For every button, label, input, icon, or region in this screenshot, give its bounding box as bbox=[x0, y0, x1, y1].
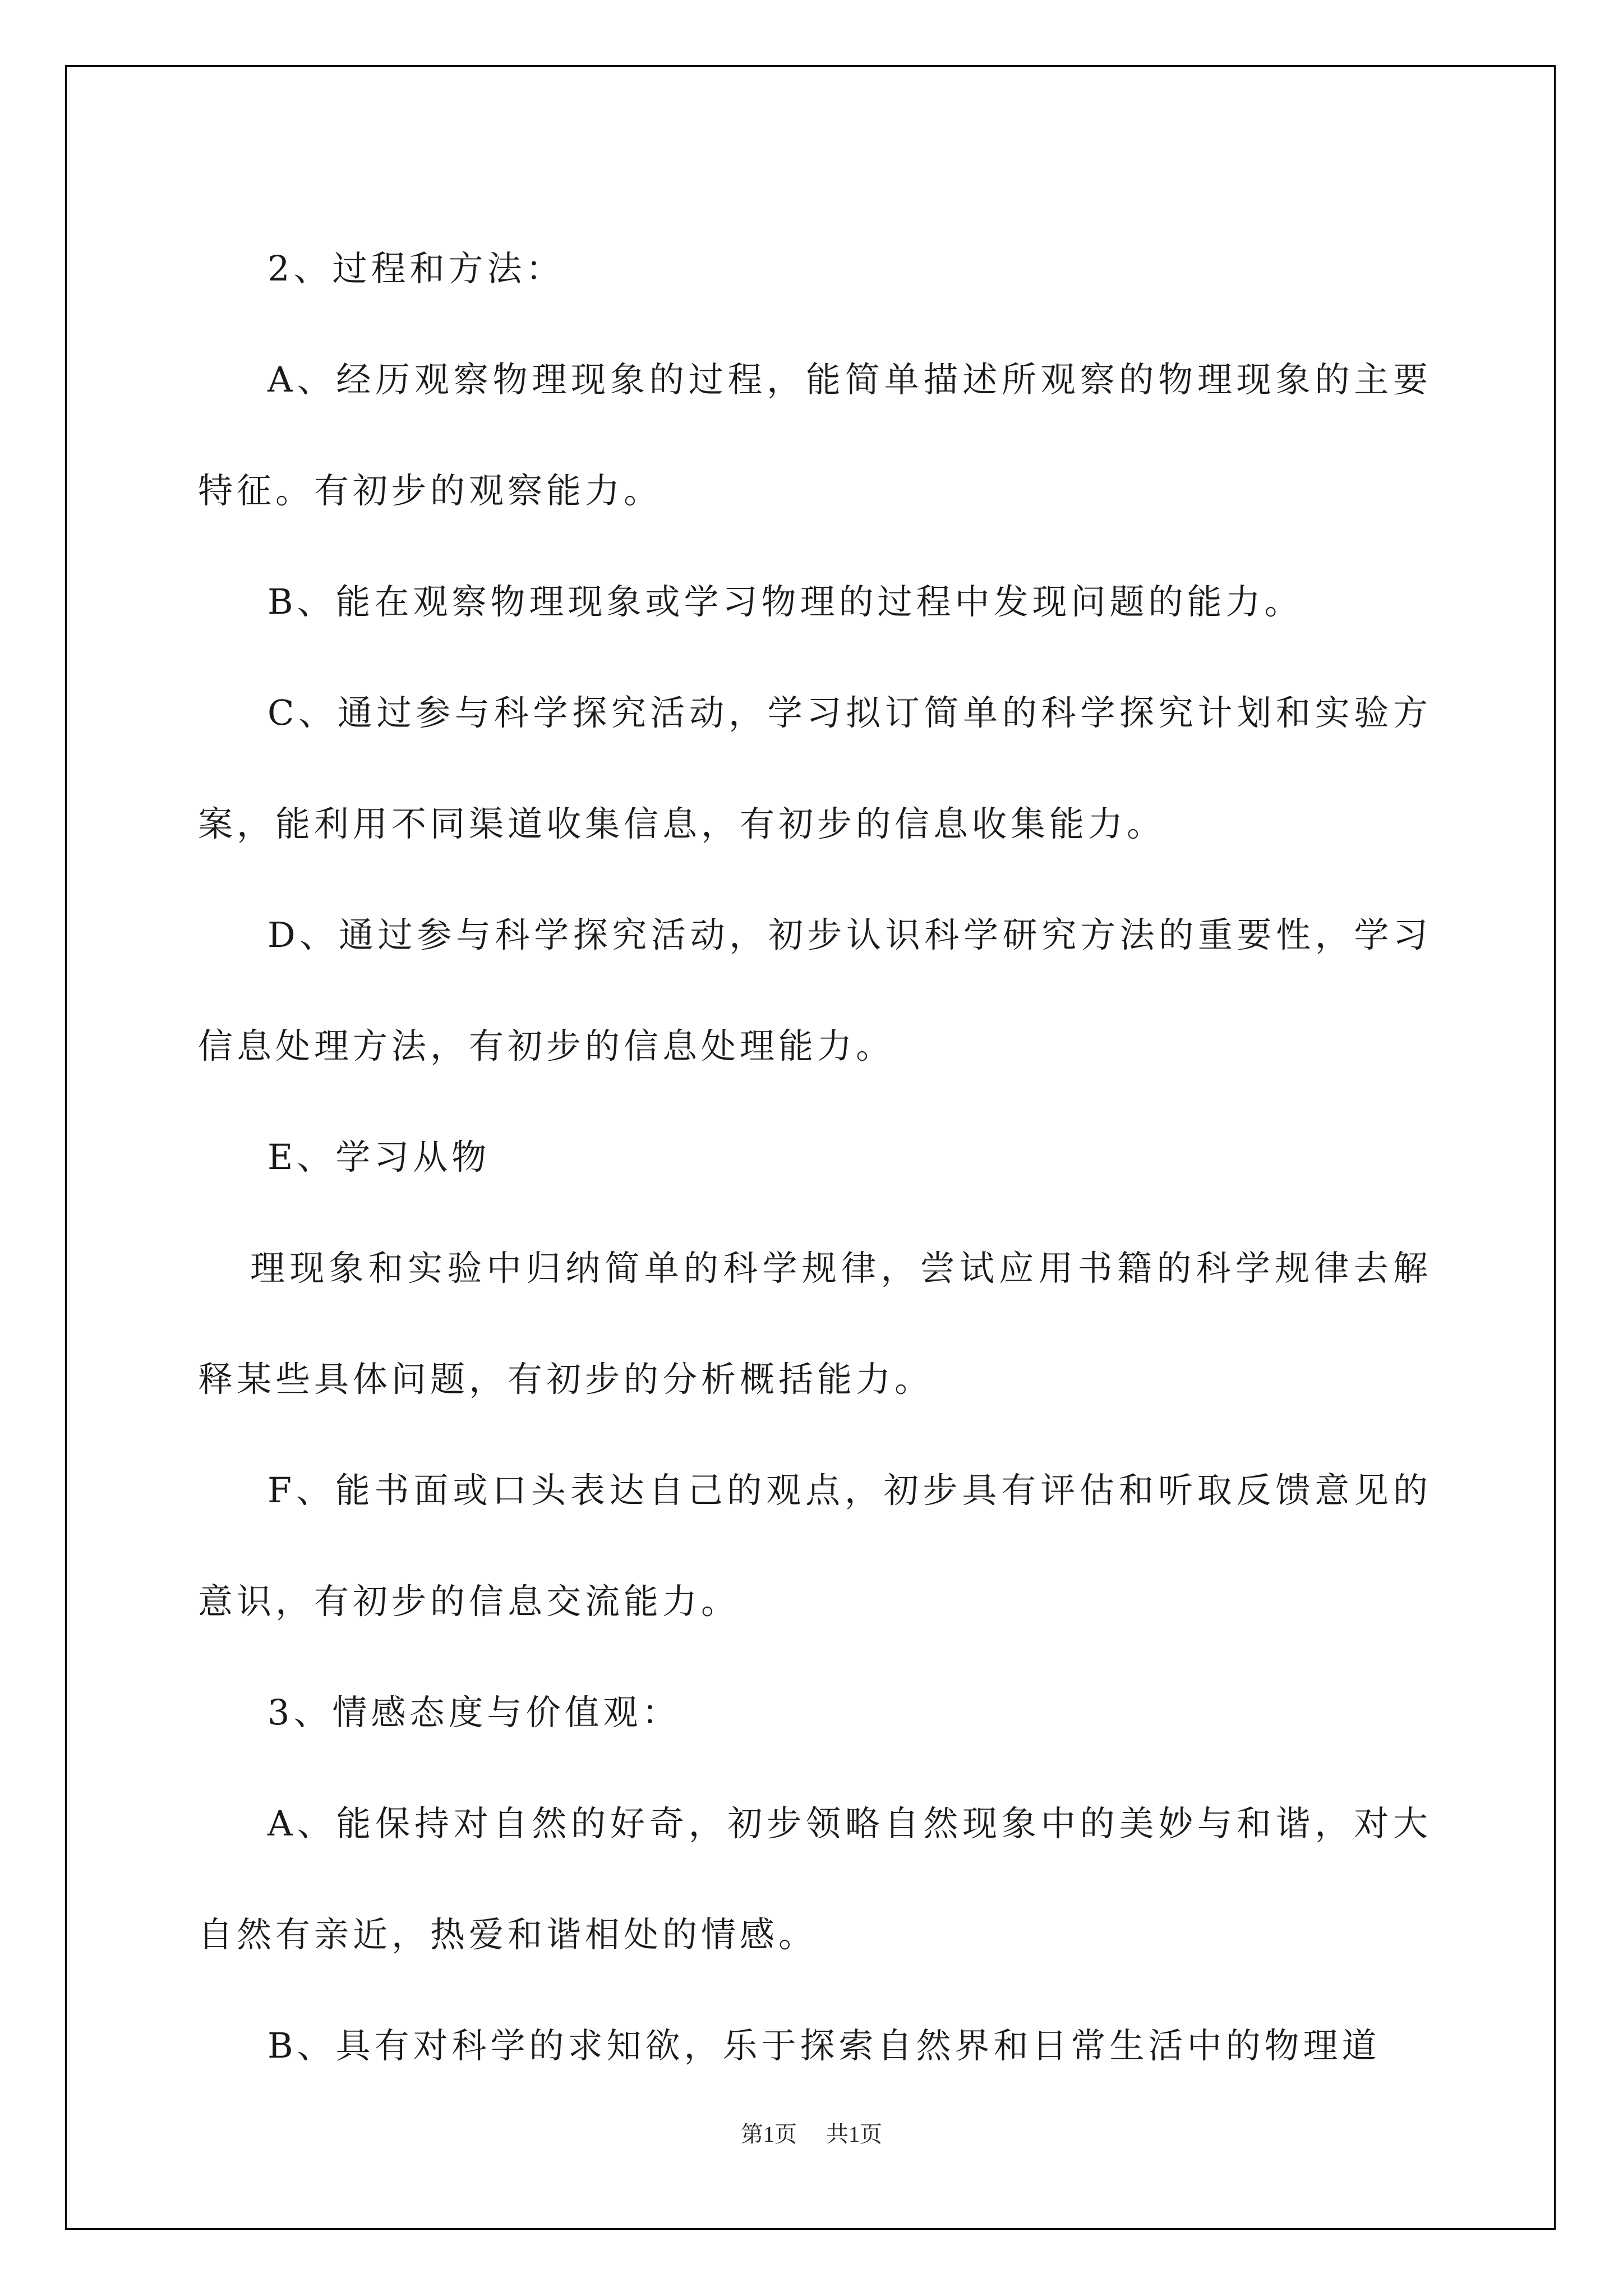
heading-emotions-attitudes-values: 3、情感态度与价值观： bbox=[268, 1692, 681, 1733]
paragraph-f-expression: F、能书面或口头表达自己的观点，初步具有评估和听取反馈意见的意识，有初步的信息交流能力。 bbox=[198, 1470, 1432, 1622]
total-pages-label: 共1页 bbox=[826, 2122, 882, 2147]
paragraph-b-thirst-for-knowledge: B、具有对科学的求知欲，乐于探索自然界和日常生活中的物理道 bbox=[268, 2025, 1381, 2066]
paragraph-d-information-processing: D、通过参与科学探究活动，初步认识科学研究方法的重要性，学习信息处理方法，有初步的信息处理能力。 bbox=[198, 914, 1432, 1066]
paragraph-c-inquiry-planning: C、通过参与科学探究活动，学习拟订简单的科学探究计划和实验方案，能利用不同渠道收集信息，有初步的信息收集能力。 bbox=[198, 692, 1432, 844]
document-body bbox=[198, 213, 1432, 2101]
paragraph-a-curiosity: A、能保持对自然的好奇，初步领略自然现象中的美妙与和谐，对大自然有亲近，热爱和谐相处的情感。 bbox=[198, 1803, 1432, 1955]
paragraph-b-problem-finding: B、能在观察物理现象或学习物理的过程中发现问题的能力。 bbox=[268, 581, 1303, 622]
page-footer bbox=[0, 2116, 1623, 2148]
paragraph-e-learning: E、学习从物 bbox=[268, 1137, 491, 1177]
paragraph-e-continuation: 理现象和实验中归纳简单的科学规律，尝试应用书籍的科学规律去解释某些具体问题，有初步的分析概括能力。 bbox=[198, 1248, 1432, 1400]
page-number-label: 第1页 bbox=[741, 2122, 797, 2147]
paragraph-a-observation: A、经历观察物理现象的过程，能简单描述所观察的物理现象的主要特征。有初步的观察能力。 bbox=[198, 359, 1432, 511]
heading-process-and-methods: 2、过程和方法： bbox=[268, 248, 565, 289]
